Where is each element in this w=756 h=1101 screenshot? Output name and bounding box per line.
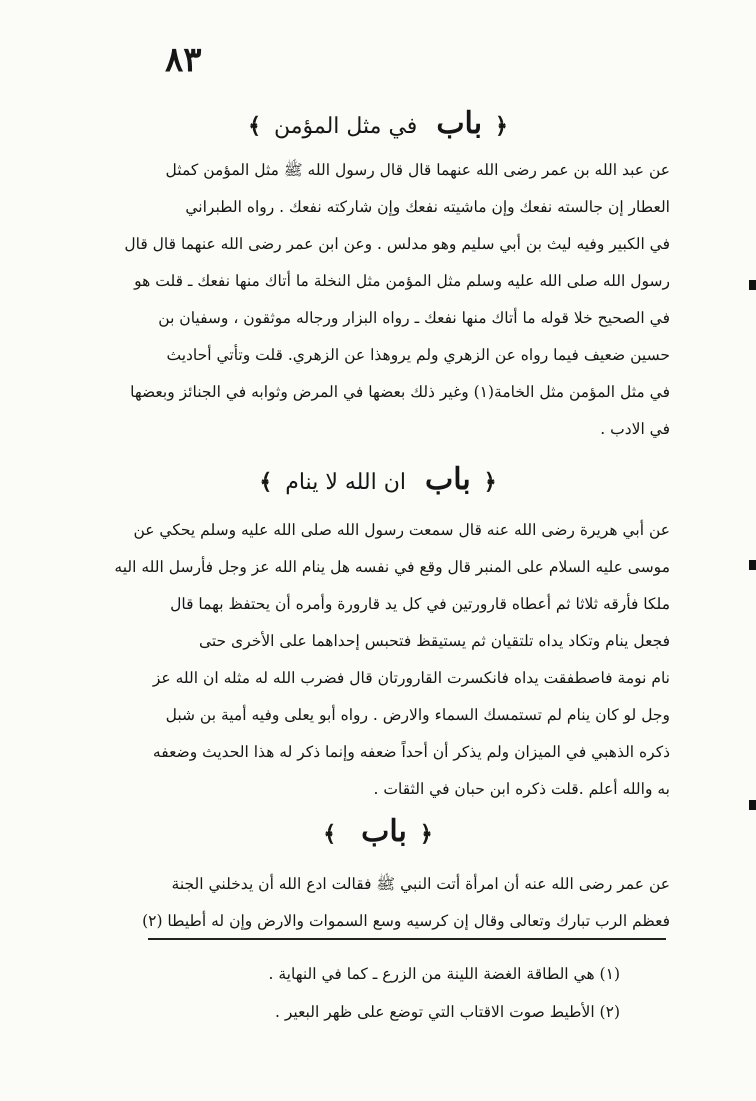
- ornament-bracket: ﴿: [483, 469, 497, 495]
- section-heading: [0, 104, 756, 147]
- text-line: عن عمر رضى الله عنه أن امرأة أتت النبي ﷺ فقالت ادع الله أن يدخلني الجنة: [171, 875, 670, 893]
- scan-edge-mark: [749, 800, 756, 810]
- text-line: في الصحيح خلا قوله ما أتاك منها نفعك ـ رواه البزار ورجاله موثقون ، وسفيان بن: [158, 309, 670, 327]
- ornament-bracket: ﴾: [248, 113, 261, 139]
- footnotes: [240, 955, 620, 1031]
- text-line: العطار إن جالسته نفعك وإن ماشيته نفعك وإن شاركته نفعك . رواه الطبراني: [185, 198, 670, 216]
- scan-edge-mark: [749, 560, 756, 570]
- ornament-bracket: ﴿: [419, 821, 433, 847]
- paragraph: [90, 152, 670, 448]
- text-line: فعظم الرب تبارك وتعالى وقال إن كرسيه وسع السموات والارض وإن له أطيطا (٢): [142, 912, 670, 930]
- text-line: عن أبي هريرة رضى الله عنه قال سمعت رسول الله صلى الله عليه وسلم يحكي عن: [133, 521, 670, 539]
- text-line: موسى عليه السلام على المنبر قال وقع في نفسه هل ينام الله عز وجل فأرسل الله اليه: [114, 558, 670, 576]
- bab-title: باب: [425, 462, 471, 497]
- heading-subtitle: ان الله لا ينام: [285, 470, 407, 495]
- bab-title: باب: [436, 106, 483, 141]
- text-line: حسين ضعيف فيما رواه عن الزهري ولم يروهذا عن الزهري. قلت وتأتي أحاديث: [166, 346, 670, 364]
- text-line: وجل لو كان ينام لم تستمسك السماء والارض . رواه أبو يعلى وفيه أمية بن شبل: [165, 706, 670, 724]
- footnote: (٢) الأطيط صوت الاقتاب التي توضع على ظهر البعير .: [275, 1003, 620, 1021]
- scan-edge-mark: [749, 280, 756, 290]
- heading-subtitle: في مثل المؤمن: [273, 114, 418, 139]
- text-line: فجعل ينام وتكاد يداه تلتقيان ثم يستيقظ فتحبس إحداهما على الأخرى حتى: [198, 632, 670, 650]
- bab-title: باب: [361, 814, 407, 849]
- paragraph: [90, 866, 670, 940]
- text-line: ذكره الذهبي في الميزان ولم يذكر أن أحداً ضعفه وإنما ذكر له هذا الحديث وضعفه: [152, 743, 670, 761]
- text-line: في الادب .: [600, 420, 670, 438]
- footnote: (١) هي الطاقة الغضة اللينة من الزرع ـ كما في النهاية .: [268, 965, 620, 983]
- text-line: في الكبير وفيه ليث بن أبي سليم وهو مدلس . وعن ابن عمر رضى الله عنهما قال قال: [124, 235, 670, 253]
- section-heading: [0, 460, 756, 503]
- ornament-bracket: ﴿: [495, 113, 508, 139]
- page-number: ٨٣: [165, 40, 202, 80]
- paragraph: [90, 512, 670, 808]
- text-line: نام نومة فاصطفقت يداه فانكسرت القارورتان قال فضرب الله له مثله ان الله عز: [152, 669, 670, 687]
- ornament-bracket: ﴾: [259, 469, 273, 495]
- text-line: به والله أعلم .قلت ذكره ابن حبان في الثقات .: [373, 780, 670, 798]
- text-line: رسول الله صلى الله عليه وسلم مثل المؤمن مثل النخلة ما أتاك منها نفعك ـ قلت هو: [134, 272, 670, 290]
- text-line: عن عبد الله بن عمر رضى الله عنهما قال قال رسول الله ﷺ مثل المؤمن كمثل: [165, 161, 670, 179]
- section-heading: [0, 812, 756, 855]
- footnote-divider: [148, 938, 666, 940]
- text-line: ملكا فأرقه ثلاثا ثم أعطاه قارورتين في كل يد قارورة وأمره أن يحتفظ بهما قال: [170, 595, 670, 613]
- text-line: في مثل المؤمن مثل الخامة(١) وغير ذلك بعضها في المرض وثوابه في الجنائز وبعضها: [130, 383, 670, 401]
- ornament-bracket: ﴾: [323, 821, 337, 847]
